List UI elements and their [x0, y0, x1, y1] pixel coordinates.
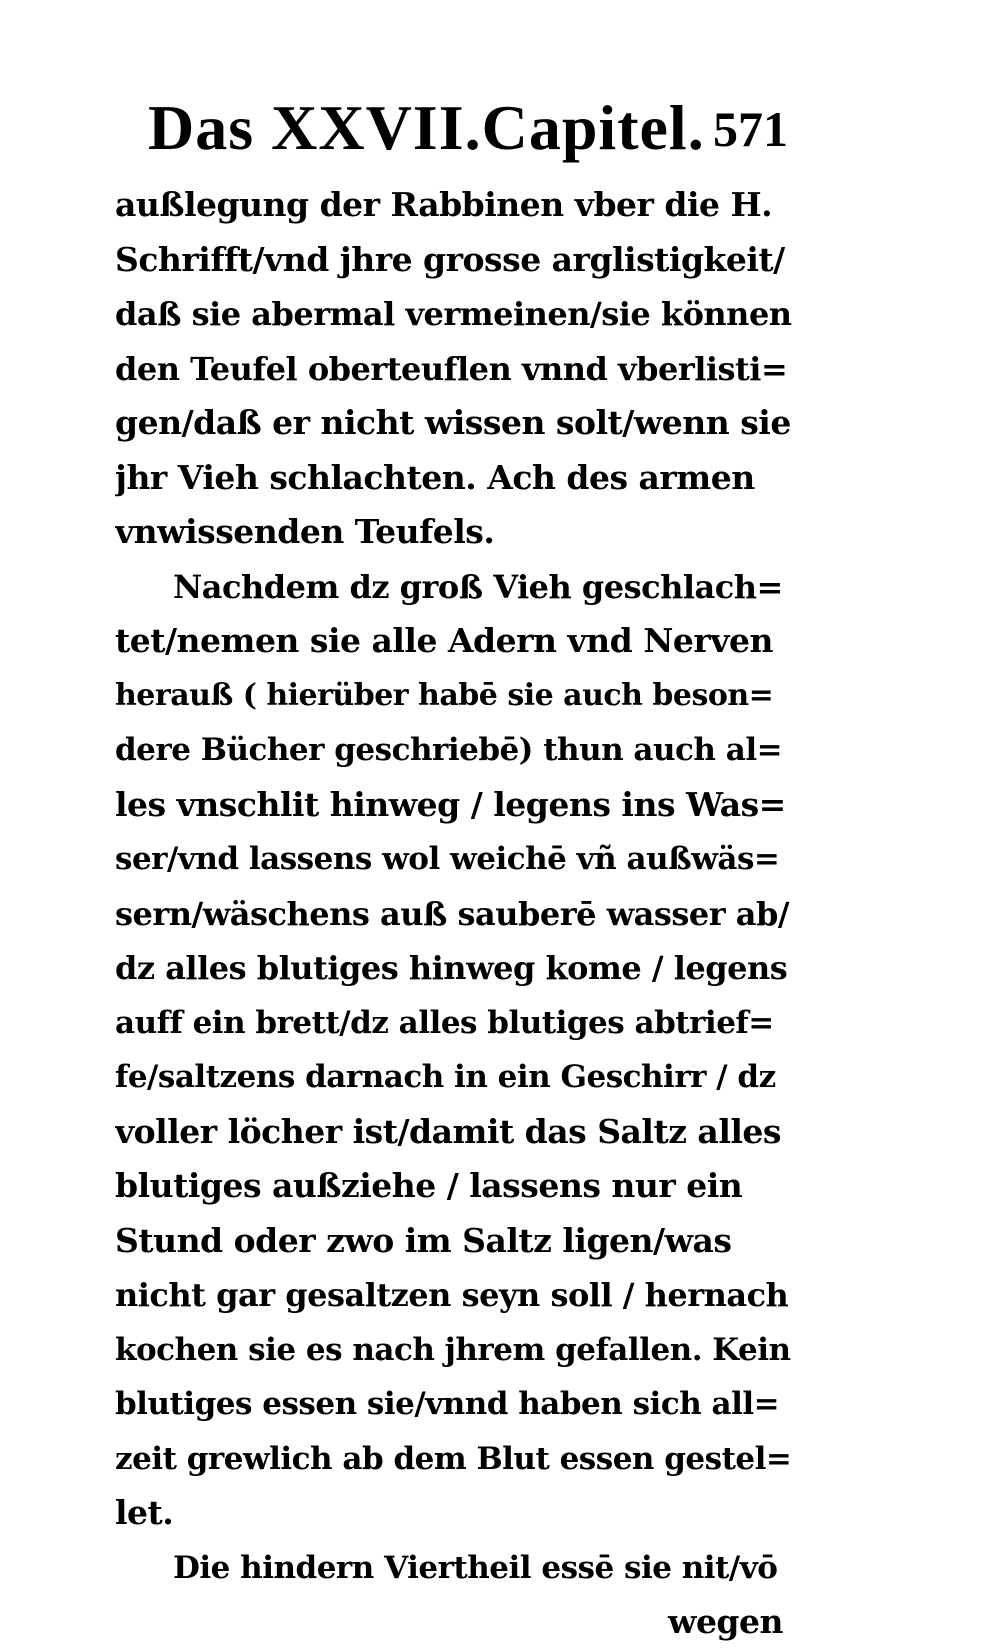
text-line: ser/vnd lassens wol weichē vñ außwäs=: [115, 841, 780, 877]
text-line: herauß ( hierüber habē sie auch beson=: [115, 677, 774, 713]
page-number: 571: [713, 101, 788, 157]
text-line: tet/nemen sie alle Adern vnd Nerven: [115, 621, 773, 660]
page-header: [148, 88, 788, 168]
text-line: nicht gar gesaltzen seyn soll / hernach: [115, 1276, 789, 1314]
text-line: fe/saltzens darnach in ein Geschirr / dz: [115, 1059, 776, 1095]
text-line: kochen sie es nach jhrem gefallen. Kein: [115, 1331, 791, 1368]
text-line: Stund oder zwo im Saltz ligen/was: [115, 1220, 732, 1260]
text-line: vnwissenden Teufels.: [115, 512, 495, 551]
text-line: let.: [115, 1493, 174, 1532]
text-line: jhr Vieh schlachten. Ach des armen: [115, 457, 755, 497]
text-line: dz alles blutiges hinweg kome / legens: [115, 949, 788, 987]
text-line: zeit grewlich ab dem Blut essen gestel=: [115, 1440, 792, 1477]
text-line: sern/wäschens auß sauberē wasser ab/: [115, 894, 790, 933]
text-line: voller löcher ist/damit das Saltz alles: [115, 1111, 781, 1151]
text-line: blutiges außziehe / lassens nur ein: [115, 1166, 743, 1205]
chapter-heading: Das XXVII.Capitel.: [148, 92, 705, 163]
catchword: wegen: [668, 1602, 783, 1641]
text-line: les vnschlit hinweg / legens ins Was=: [115, 784, 786, 824]
body-text: [115, 178, 795, 1650]
text-line: auff ein brett/dz alles blutiges abtrief=: [115, 1004, 774, 1041]
text-line: Nachdem dz groß Vieh geschlach=: [173, 567, 783, 606]
text-line: außlegung der Rabbinen vber die H.: [115, 185, 773, 224]
text-line: blutiges essen sie/vnnd haben sich all=: [115, 1386, 780, 1422]
text-line: daß sie abermal vermeinen/sie können: [115, 295, 792, 333]
text-line: den Teufel oberteuflen vnnd vberlisti=: [115, 349, 788, 388]
text-line: gen/daß er nicht wissen solt/wenn sie: [115, 403, 791, 442]
text-line: Schrifft/vnd jhre grosse arglistigkeit/: [115, 239, 785, 279]
text-line: Die hindern Viertheil essē sie nit/vō: [173, 1549, 778, 1586]
text-line: dere Bücher geschriebē) thun auch al=: [115, 732, 783, 768]
